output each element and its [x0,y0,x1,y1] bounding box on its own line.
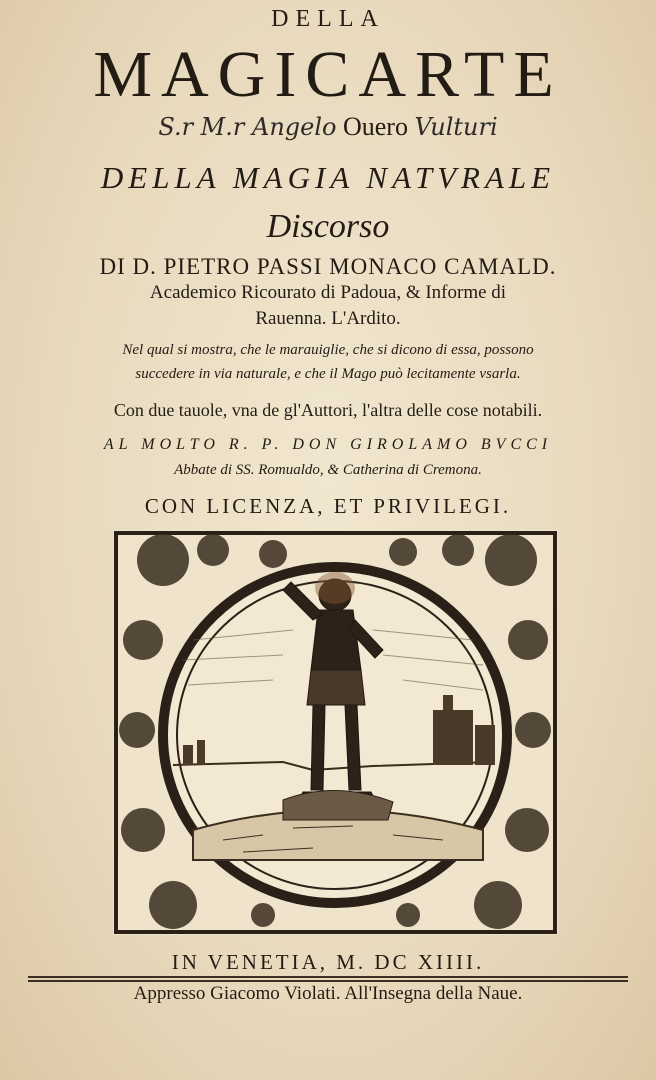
imprint-rule-bottom [28,980,628,982]
ouero-word: Ouero [342,112,408,141]
license-line: CON LICENZA, ET PRIVILEGI. [144,494,512,518]
title-della: DELLA [271,6,385,32]
dedication-title: Abbate di SS. Romualdo, & Catherina di Cremona. [174,462,482,478]
description-line-1: Nel qual si mostra, che le marauiglie, che si dicono di essa, possono [122,342,534,358]
dedication-line: AL MOLTO R. P. DON GIROLAMO BVCCI [103,436,553,453]
author-affiliation: Academico Ricourato di Padoua, & Informe di [149,282,507,303]
author-line: DI D. PIETRO PASSI MONACO CAMALD. [99,254,557,279]
subtitle: DELLA MAGIA NATVRALE [100,160,556,195]
printer-line: Appresso Giacomo Violati. All'Insegna della Naue. [133,983,523,1004]
tables-note: Con due tauole, vna de gl'Auttori, l'altra delle cose notabili. [113,400,543,420]
printers-device-woodcut-icon [113,530,558,935]
handwritten-surname: Vulturi [414,113,498,141]
owner-inscription-line [0,112,656,142]
imprint-rule-top [28,976,628,978]
imprint-place-date: IN VENETIA, M. DC XIIII. [171,950,485,974]
main-title: MAGICARTE [93,38,563,111]
author-affiliation-2: Rauenna. L'Ardito. [255,308,401,329]
discorso: Discorso [266,208,390,245]
description-line-2: succedere in via naturale, e che il Mago può lecitamente vsarla. [135,366,521,382]
handwritten-name: S.r M.r Angelo [158,113,337,141]
